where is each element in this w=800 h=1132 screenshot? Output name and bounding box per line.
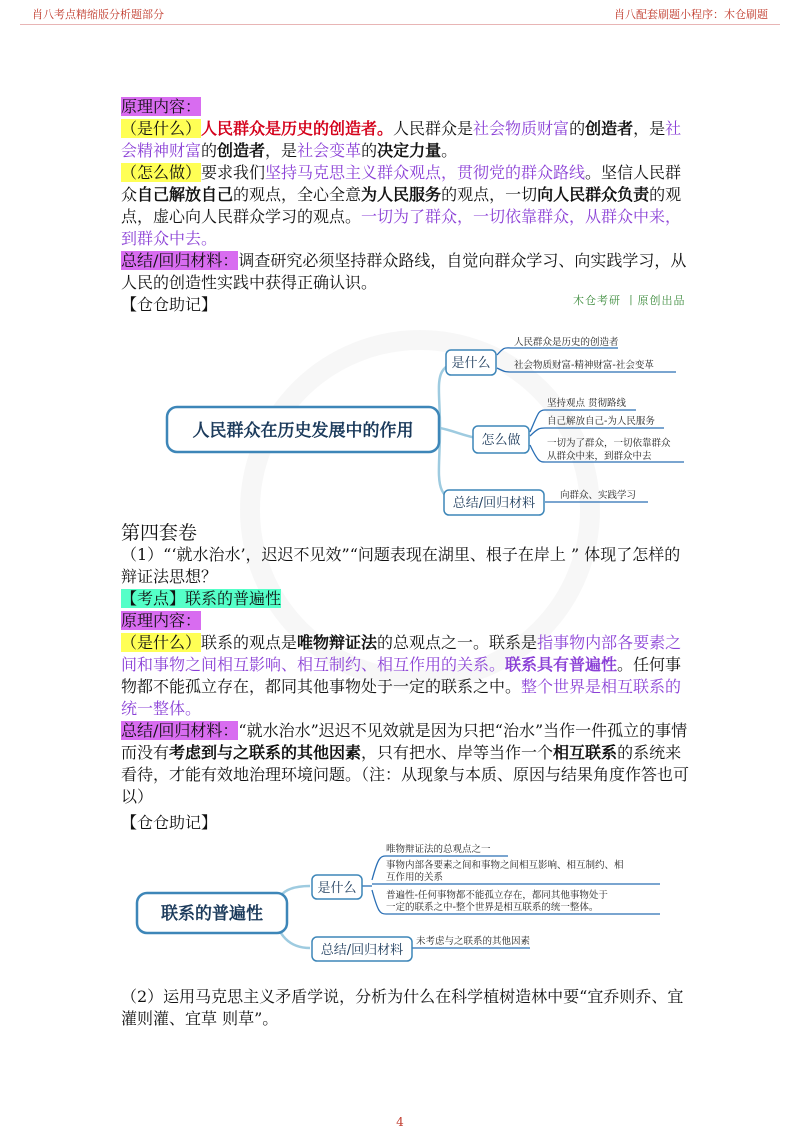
how-bold: 为人民服务: [361, 185, 442, 204]
mm2-leaf: 未考虑与之联系的其他因素: [416, 936, 531, 947]
mm2-branch-summary: 总结/回归材料: [320, 943, 404, 958]
how-bold: 向人民群众负责: [537, 185, 650, 204]
how-purple: 一切为了群众，一切依靠群众，从群众中来，到群众中去。: [121, 207, 682, 248]
summary-bold: 相互联系: [553, 743, 618, 762]
mm1-branch-how: 怎么做: [481, 433, 521, 448]
what-text: 联系的观点是: [201, 633, 298, 652]
mm2-leaf: 互作用的关系: [386, 872, 444, 883]
what-bold: 唯物辩证法: [297, 633, 378, 652]
principle-label: 原理内容：: [121, 611, 202, 630]
summary-bold: 考虑到与之联系的其他因素: [169, 743, 362, 762]
summary-text: “就水治水”迟迟不见效就是因为只把“治水”当作一件孤立的事情而没有: [121, 721, 688, 762]
mm2-leaf: 普遍性-任何事物都不能孤立存在，都同其他事物处于: [386, 890, 608, 901]
how-text: 要求我们: [201, 163, 266, 182]
what-purple-bold: 联系具有普遍性: [505, 655, 618, 674]
what-text: 。任何事物都不能孤立存在，都同其他事物处于一定的联系之中。: [121, 655, 682, 696]
summary-text: ，只有把水、岸等当作一个: [361, 743, 554, 762]
what-text: 人民群众是: [393, 119, 474, 138]
mm1-leaf: 自己解放自己-为人民服务: [547, 416, 655, 427]
principle-label: 原理内容：: [121, 97, 202, 116]
mm2-leaf: 事物内部各要素之间和事物之间相互影响、相互制约、相: [386, 860, 624, 871]
header-left: 肖八考点精缩版分析题部分: [32, 8, 164, 21]
what-bold-term: 决定力量: [377, 141, 442, 160]
what-tag: （是什么）: [121, 633, 202, 652]
mm2-root-label: 联系的普遍性: [161, 904, 263, 924]
mm1-leaf: 一切为了群众，一切依靠群众: [547, 438, 671, 449]
mm1-leaf: 从群众中来，到群众中去: [547, 451, 652, 462]
section-3: [121, 986, 691, 1030]
summary-text: 调查研究必须坚持群众路线，自觉向群众学习、向实践学习，从人民的创造性实践中获得正确认识。: [121, 251, 687, 292]
what-text: 的: [569, 119, 586, 138]
question-1: （1）“‘就水治水’，迟迟不见效”“问题表现在湖里、根子在岸上 ” 体现了怎样的辩证法思想？: [121, 545, 681, 586]
question-2: （2）运用马克思主义矛盾学说，分析为什么在科学植树造林中要“宜乔则乔、宜灌则灌、宜草 则草”。: [121, 987, 684, 1028]
mm1-branch-what: 是什么: [451, 356, 491, 371]
page-number: 4: [396, 1115, 404, 1129]
what-purple: 指事物内部各要素之间和事物之间相互影响、相互制约、相互作用的关系。: [121, 633, 682, 674]
what-purple: 社会精神财富: [121, 119, 682, 160]
memo-label: 【仓仓助记】: [121, 813, 218, 832]
how-text: 的观点，虚心向人民群众学习的观点。: [121, 185, 682, 226]
what-bold-term: 创造者: [217, 141, 266, 160]
what-text: 的: [201, 141, 218, 160]
what-tag: （是什么）: [121, 119, 202, 138]
section-title: 第四套卷: [121, 522, 198, 544]
how-text: 的观点，全心全意: [233, 185, 362, 204]
what-bold-term: 创造者: [585, 119, 634, 138]
how-tag: （怎么做）: [121, 163, 202, 182]
memo-label: 【仓仓助记】: [121, 295, 218, 314]
how-text: 。坚信人民群众: [121, 163, 682, 204]
mm2-leaf: 一定的联系之中-整个世界是相互联系的统一整体。: [386, 902, 599, 913]
what-text: 的: [361, 141, 378, 160]
header-right: 肖八配套刷题小程序：木仓刷题: [614, 8, 768, 21]
mm1-root-label: 人民群众在历史发展中的作用: [192, 421, 414, 441]
mm1-leaf: 坚持观点 贯彻路线: [547, 398, 627, 409]
what-bold: 人民群众是历史的创造者。: [201, 119, 394, 138]
mm1-branch-summary: 总结/回归材料: [452, 496, 536, 511]
summary-text: 的系统来看待，才能有效地治理环境问题。（注：从现象与本质、原因与结果角度作答也可以）: [121, 743, 690, 806]
what-text: 。: [441, 141, 458, 160]
what-purple: 社会变革: [297, 141, 362, 160]
what-text: ，是: [633, 119, 666, 138]
what-text: 的总观点之一。联系是: [377, 633, 538, 652]
mm1-leaf: 社会物质财富-精神财富-社会变革: [514, 360, 654, 371]
mm1-leaf: 人民群众是历史的创造者: [514, 337, 619, 348]
how-purple: 坚持马克思主义群众观点，贯彻党的群众路线: [265, 163, 586, 182]
what-purple: 整个世界是相互联系的统一整体。: [121, 677, 682, 718]
summary-label: 总结/回归材料：: [121, 721, 239, 740]
how-text: 的观点，一切: [441, 185, 538, 204]
how-bold: 自己解放自己: [137, 185, 234, 204]
what-text: ，是: [265, 141, 298, 160]
mm2-branch-what: 是什么: [317, 881, 357, 896]
stamp-text: 木仓考研 丨原创出品: [573, 294, 686, 307]
kaodian-label: 【考点】联系的普遍性: [121, 589, 282, 608]
what-purple: 社会物质财富: [473, 119, 570, 138]
summary-label: 总结/回归材料：: [121, 251, 239, 270]
mm2-leaf: 唯物辩证法的总观点之一: [386, 844, 491, 855]
mm1-leaf: 向群众、实践学习: [560, 490, 637, 501]
